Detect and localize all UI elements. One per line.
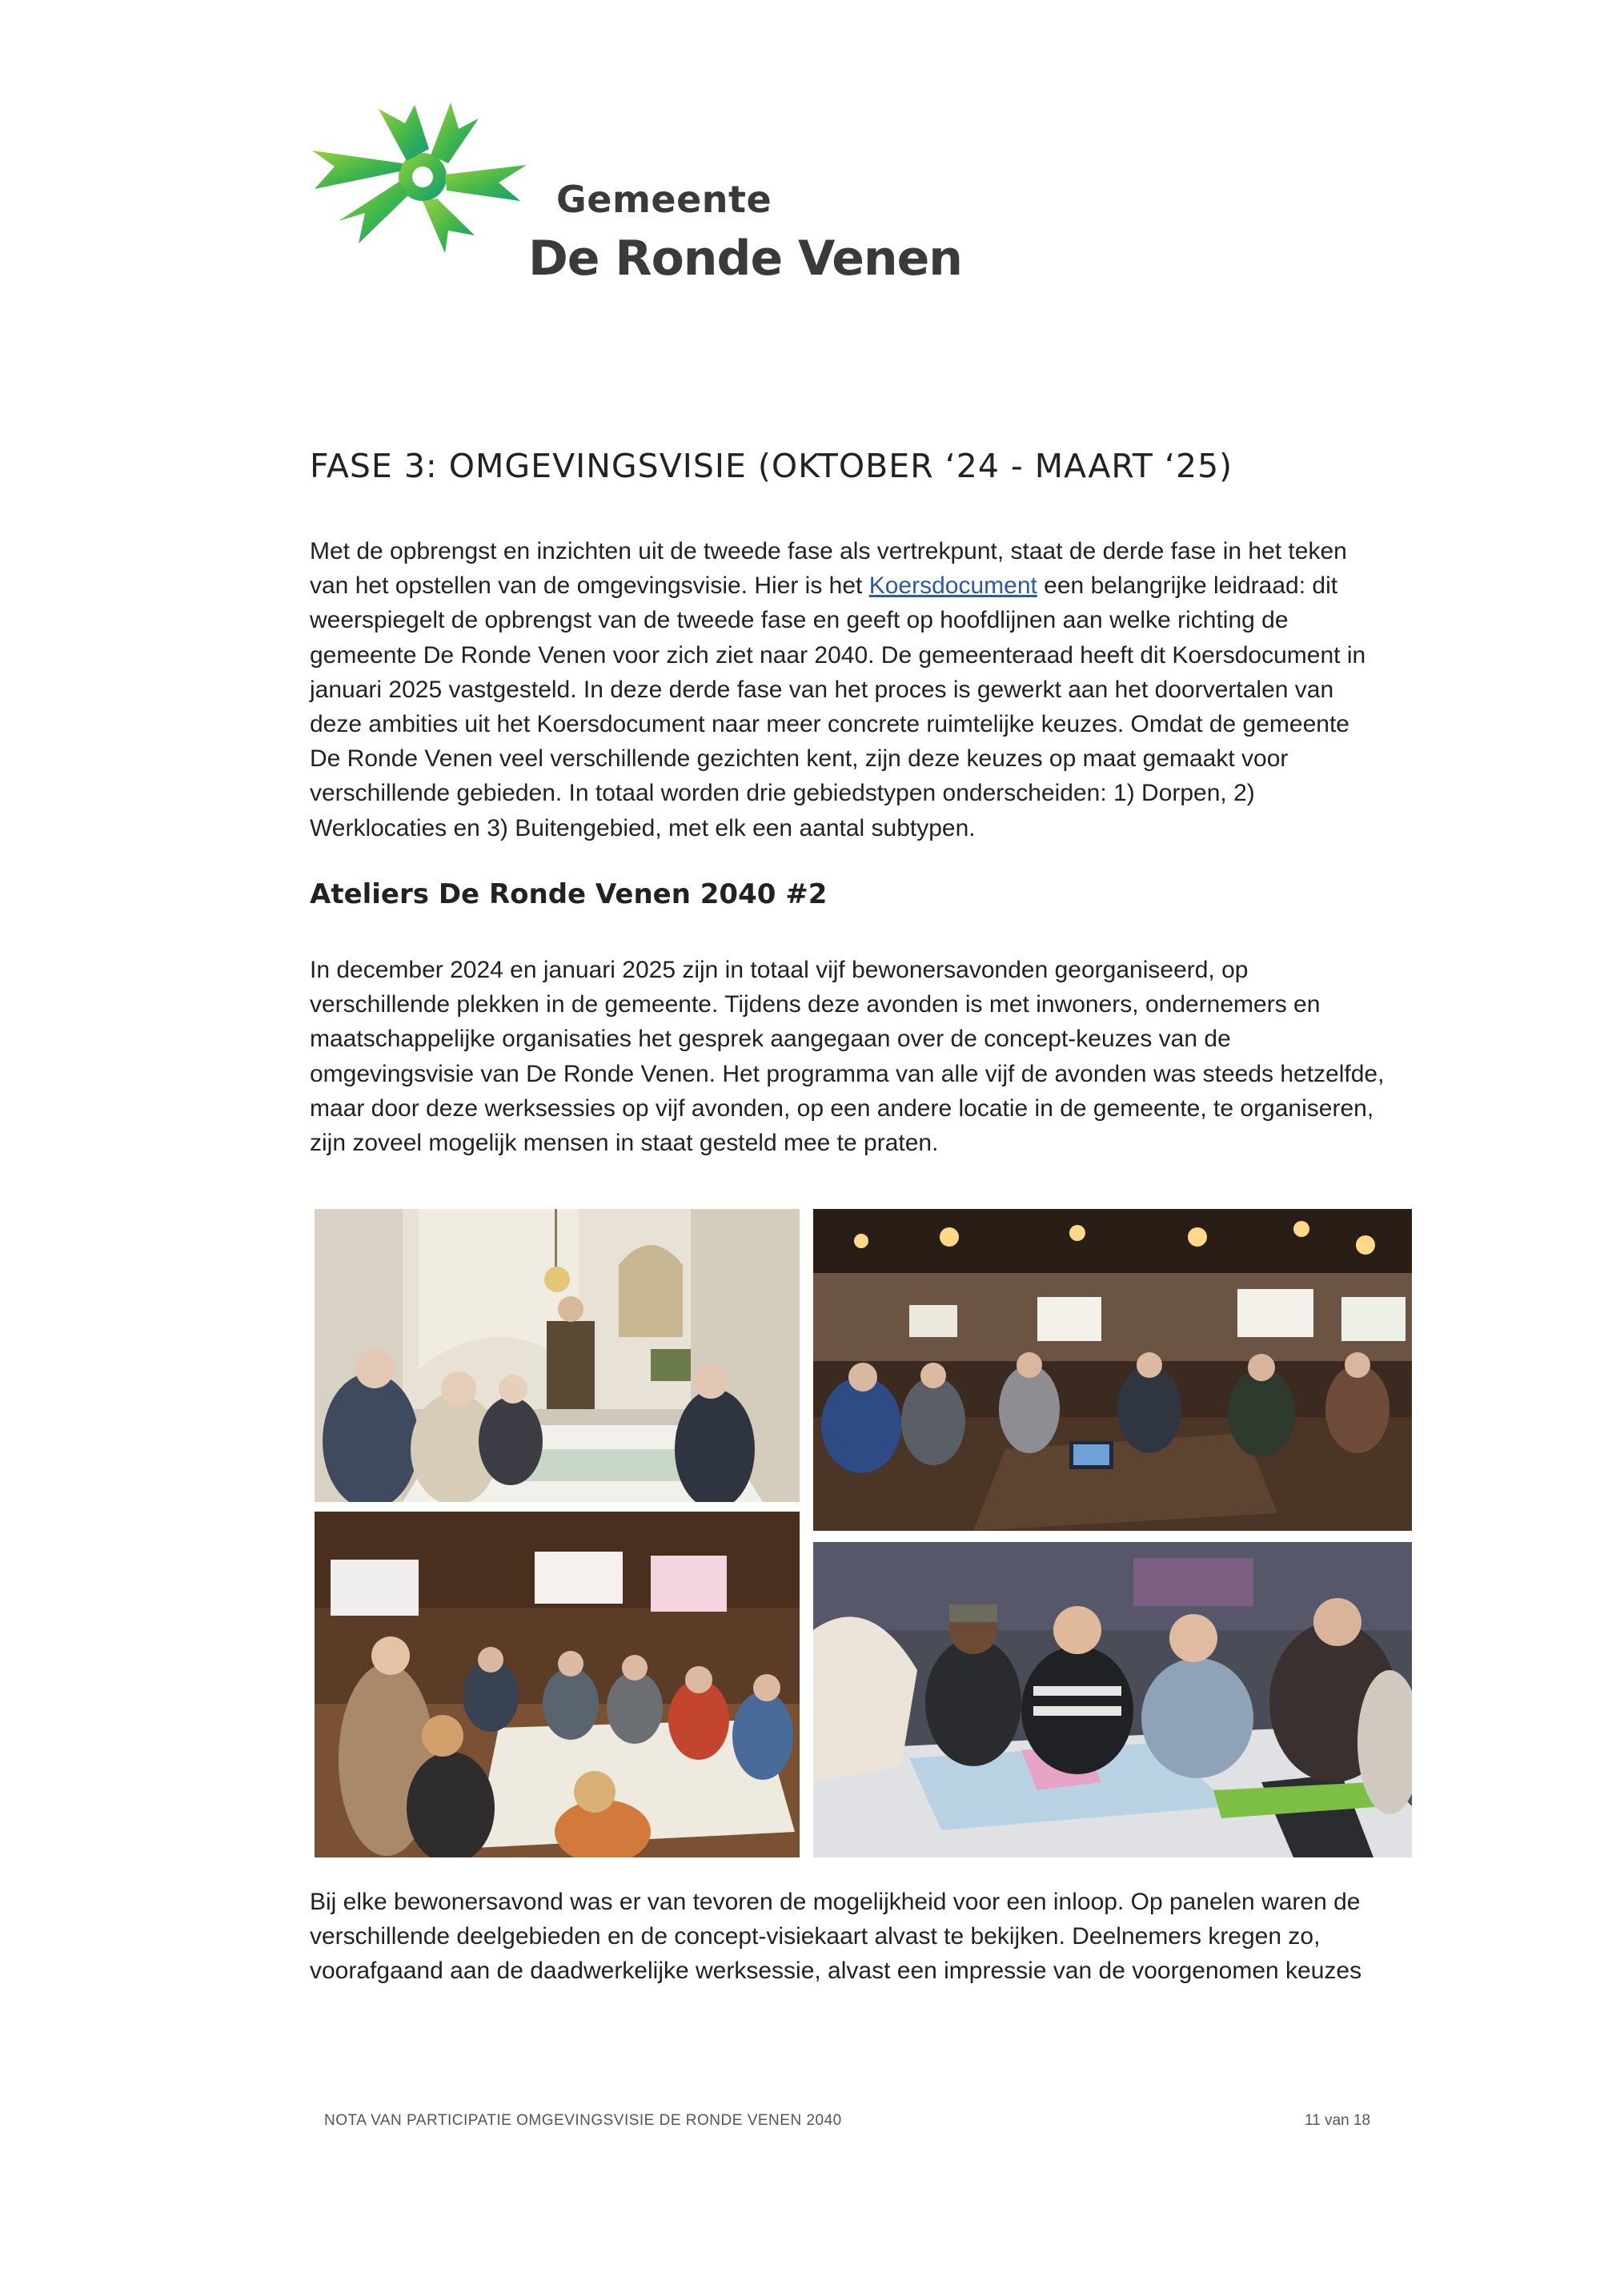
intro-paragraph — [310, 534, 1406, 845]
paragraph-line: maatschappelijke organisaties het gesprek aangegaan over de concept-keuzes van de — [310, 1026, 1231, 1053]
paragraph-line: voorafgaand aan de daadwerkelijke werksessie, alvast een impressie van de voorgenomen keuzes — [310, 1958, 1362, 1985]
koersdocument-link[interactable]: Koersdocument — [868, 572, 1037, 600]
paragraph-line: januari 2025 vastgesteld. In deze derde fase van het proces is gewerkt aan het doorvertalen van — [310, 676, 1334, 703]
photo-map-discussion — [813, 1542, 1412, 1857]
paragraph-line: Bij elke bewonersavond was er van tevoren de mogelijkheid voor een inloop. Op panelen waren de — [310, 1889, 1361, 1915]
logo-text-gemeente: Gemeente — [556, 178, 772, 221]
paragraph-line: maar door deze werksessies op vijf avonden, op een andere locatie in de gemeente, te organiseren, — [310, 1094, 1374, 1122]
star-flower-logo-icon — [311, 101, 535, 253]
photo-tavern-session — [315, 1512, 800, 1857]
paragraph-line: Met de opbrengst en inzichten uit de tweede fase als vertrekpunt, staat de derde fase in het teken — [310, 538, 1347, 564]
text-span: een belangrijke leidraad: dit — [1037, 572, 1338, 600]
paragraph-line — [310, 568, 1406, 603]
section-heading: FASE 3: OMGEVINGSVISIE (OKTOBER ‘24 - MAART ‘25) — [310, 447, 1233, 485]
text-span: van het opstellen van de omgevingsvisie. Hier is het — [310, 572, 869, 600]
closing-paragraph — [310, 1885, 1406, 1989]
paragraph-line: verschillende gebieden. In totaal worden drie gebiedstypen onderscheiden: 1) Dorpen, 2) — [310, 780, 1255, 807]
paragraph-line: omgevingsvisie van De Ronde Venen. Het programma van alle vijf de avonden was steeds hetzelfde, — [310, 1060, 1385, 1087]
paragraph-line: deze ambities uit het Koersdocument naar meer concrete ruimtelijke keuzes. Omdat de gemeente — [310, 711, 1349, 738]
paragraph-line: De Ronde Venen veel verschillende gezichten kent, zijn deze keuzes op maat gemaakt voor — [310, 745, 1289, 773]
paragraph-line: In december 2024 en januari 2025 zijn in totaal vijf bewonersavonden georganiseerd, op — [310, 957, 1249, 983]
ateliers-paragraph — [310, 953, 1406, 1160]
municipality-logo — [311, 101, 535, 253]
photo-restaurant-session — [813, 1209, 1412, 1531]
paragraph-line: verschillende plekken in de gemeente. Tijdens deze avonden is met inwoners, ondernemers en — [310, 991, 1321, 1018]
paragraph-line: verschillende deelgebieden en de concept-visiekaart alvast te bekijken. Deelnemers kregen zo, — [310, 1923, 1321, 1950]
footer-document-title: NOTA VAN PARTICIPATIE OMGEVINGSVISIE DE RONDE VENEN 2040 — [324, 2112, 842, 2129]
photo-church-session — [315, 1209, 800, 1502]
subheading-ateliers: Ateliers De Ronde Venen 2040 #2 — [310, 878, 828, 910]
logo-text-name: De Ronde Venen — [528, 231, 963, 287]
paragraph-line: weerspiegelt de opbrengst van de tweede fase en geeft op hoofdlijnen aan welke richting de — [310, 607, 1289, 634]
footer-page-number: 11 van 18 — [1305, 2112, 1371, 2129]
paragraph-line: zijn zoveel mogelijk mensen in staat gesteld mee te praten. — [310, 1130, 939, 1157]
paragraph-line: Werklocaties en 3) Buitengebied, met elk een aantal subtypen. — [310, 814, 976, 841]
paragraph-line: gemeente De Ronde Venen voor zich ziet naar 2040. De gemeenteraad heeft dit Koersdocument in — [310, 641, 1366, 669]
